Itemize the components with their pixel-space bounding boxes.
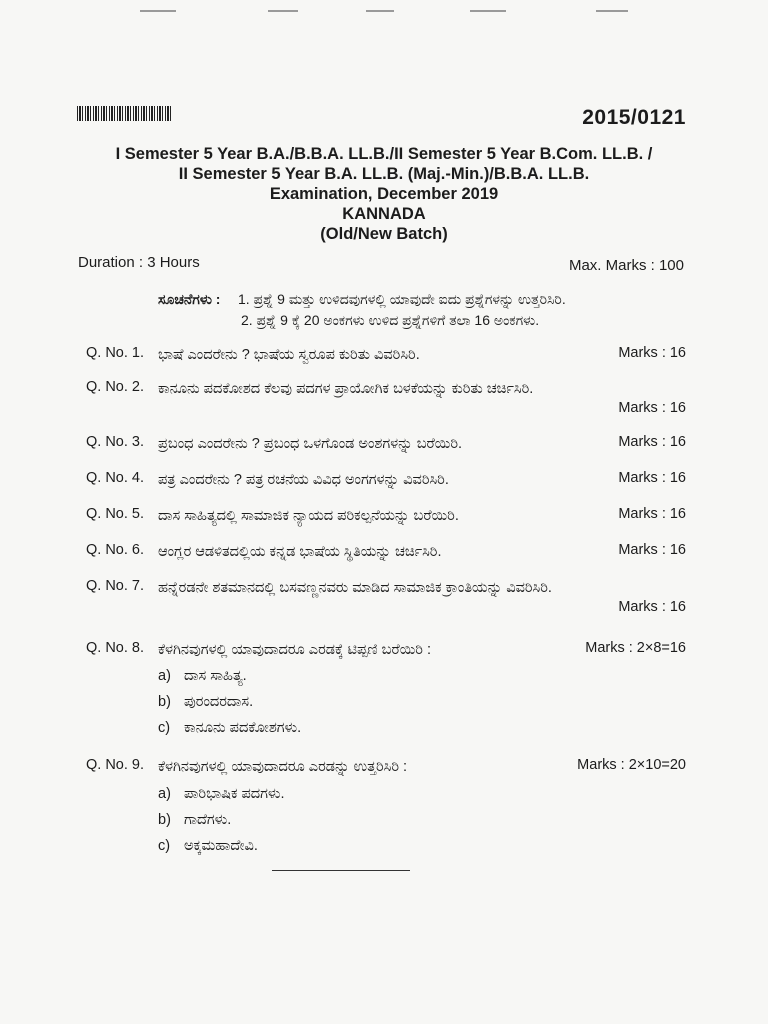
header-line-3: Examination, December 2019 bbox=[269, 185, 499, 203]
question-number: Q. No. 2. bbox=[86, 379, 145, 395]
option-text: ಕಾನೂನು ಪದಕೋಶಗಳು. bbox=[184, 720, 302, 736]
question-text: ಪತ್ರ ಎಂದರೇನು ? ಪತ್ರ ರಚನೆಯ ವಿವಿಧ ಅಂಗಗಳನ್ನು ವಿವರಿಸಿರಿ. bbox=[158, 472, 449, 488]
question-text: ಭಾಷೆ ಎಂದರೇನು ? ಭಾಷೆಯ ಸ್ವರೂಪ ಕುರಿತು ವಿವರಿಸಿರಿ. bbox=[158, 347, 420, 363]
max-marks-text: Max. Marks : 100 bbox=[568, 257, 684, 274]
option-label: c) bbox=[158, 838, 171, 854]
question-9-options bbox=[158, 781, 285, 859]
question-number: Q. No. 1. bbox=[86, 345, 145, 361]
option-label: b) bbox=[158, 812, 171, 828]
exam-header bbox=[70, 144, 698, 244]
header-batch: (Old/New Batch) bbox=[320, 225, 448, 243]
instruction-item: 2. ಪ್ರಶ್ನೆ 9 ಕ್ಕೆ 20 ಅಂಕಗಳು ಉಳಿದ ಪ್ರಶ್ನೆಗಳಿಗೆ ತಲಾ 16 ಅಂಕಗಳು. bbox=[241, 312, 540, 328]
option-item bbox=[158, 807, 285, 833]
option-label: a) bbox=[158, 786, 171, 802]
question-marks: Marks : 2×10=20 bbox=[577, 757, 686, 773]
duration-text: Duration : 3 Hours bbox=[78, 254, 200, 271]
question-marks: Marks : 16 bbox=[618, 599, 686, 615]
question-number: Q. No. 3. bbox=[86, 434, 145, 450]
question-8-options bbox=[158, 663, 301, 741]
question-marks: Marks : 16 bbox=[618, 434, 686, 450]
paper-code: 2015/0121 bbox=[582, 106, 686, 129]
option-label: a) bbox=[158, 668, 171, 684]
option-text: ಅಕ್ಕಮಹಾದೇವಿ. bbox=[184, 838, 258, 854]
question-number: Q. No. 7. bbox=[86, 578, 145, 594]
question-marks: Marks : 16 bbox=[618, 506, 686, 522]
option-text: ಗಾದೆಗಳು. bbox=[184, 812, 232, 828]
instruction-item: 1. ಪ್ರಶ್ನೆ 9 ಮತ್ತು ಉಳಿದವುಗಳಲ್ಲಿ ಯಾವುದೇ ಐದು ಪ್ರಶ್ನೆಗಳನ್ನು ಉತ್ತರಿಸಿರಿ. bbox=[238, 291, 566, 307]
scan-edge-marks bbox=[0, 10, 768, 14]
end-divider bbox=[272, 870, 410, 871]
question-marks: Marks : 16 bbox=[618, 542, 686, 558]
question-text: ಕಾನೂನು ಪದಕೋಶದ ಕೆಲವು ಪದಗಳ ಪ್ರಾಯೋಗಿಕ ಬಳಕೆಯನ್ನು ಕುರಿತು ಚರ್ಚಿಸಿರಿ. bbox=[158, 381, 534, 397]
question-text: ಕೆಳಗಿನವುಗಳಲ್ಲಿ ಯಾವುದಾದರೂ ಎರಡನ್ನು ಉತ್ತರಿಸಿರಿ : bbox=[158, 759, 408, 775]
header-subject: KANNADA bbox=[342, 205, 426, 223]
question-marks: Marks : 16 bbox=[618, 470, 686, 486]
header-line-2: II Semester 5 Year B.A. LL.B. (Maj.-Min.)/B.B.A. LL.B. bbox=[178, 165, 590, 183]
option-item bbox=[158, 781, 285, 807]
question-text: ಆಂಗ್ಲರ ಆಡಳಿತದಲ್ಲಿಯ ಕನ್ನಡ ಭಾಷೆಯ ಸ್ಥಿತಿಯನ್ನು ಚರ್ಚಿಸಿರಿ. bbox=[158, 544, 442, 560]
question-number: Q. No. 6. bbox=[86, 542, 145, 558]
option-label: c) bbox=[158, 720, 171, 736]
question-number: Q. No. 5. bbox=[86, 506, 145, 522]
question-number: Q. No. 9. bbox=[86, 757, 145, 773]
question-text: ಪ್ರಬಂಧ ಎಂದರೇನು ? ಪ್ರಬಂಧ ಒಳಗೊಂಡ ಅಂಶಗಳನ್ನು ಬರೆಯಿರಿ. bbox=[158, 436, 463, 452]
option-text: ಪುರಂದರದಾಸ. bbox=[184, 694, 254, 710]
question-text: ಕೆಳಗಿನವುಗಳಲ್ಲಿ ಯಾವುದಾದರೂ ಎರಡಕ್ಕೆ ಟಿಪ್ಪಣಿ ಬರೆಯಿರಿ : bbox=[158, 642, 432, 658]
question-text: ದಾಸ ಸಾಹಿತ್ಯದಲ್ಲಿ ಸಾಮಾಜಿಕ ನ್ಯಾಯದ ಪರಿಕಲ್ಪನೆಯನ್ನು ಬರೆಯಿರಿ. bbox=[158, 508, 459, 524]
barcode-image bbox=[77, 106, 173, 121]
option-item bbox=[158, 715, 301, 741]
question-marks: Marks : 2×8=16 bbox=[585, 640, 686, 656]
option-text: ಪಾರಿಭಾಷಿಕ ಪದಗಳು. bbox=[184, 786, 285, 802]
option-label: b) bbox=[158, 694, 171, 710]
option-item bbox=[158, 833, 285, 859]
question-marks: Marks : 16 bbox=[618, 400, 686, 416]
question-marks: Marks : 16 bbox=[618, 345, 686, 361]
header-line-1: I Semester 5 Year B.A./B.B.A. LL.B./II Semester 5 Year B.Com. LL.B. / bbox=[115, 145, 653, 163]
option-text: ದಾಸ ಸಾಹಿತ್ಯ. bbox=[184, 668, 247, 684]
question-text: ಹನ್ನೆರಡನೇ ಶತಮಾನದಲ್ಲಿ ಬಸವಣ್ಣನವರು ಮಾಡಿದ ಸಾಮಾಜಿಕ ಕ್ರಾಂತಿಯನ್ನು ವಿವರಿಸಿರಿ. bbox=[158, 580, 552, 596]
option-item bbox=[158, 689, 301, 715]
instructions-label: ಸೂಚನೆಗಳು : bbox=[158, 291, 221, 307]
question-number: Q. No. 8. bbox=[86, 640, 145, 656]
question-number: Q. No. 4. bbox=[86, 470, 145, 486]
instructions bbox=[158, 289, 566, 331]
option-item bbox=[158, 663, 301, 689]
